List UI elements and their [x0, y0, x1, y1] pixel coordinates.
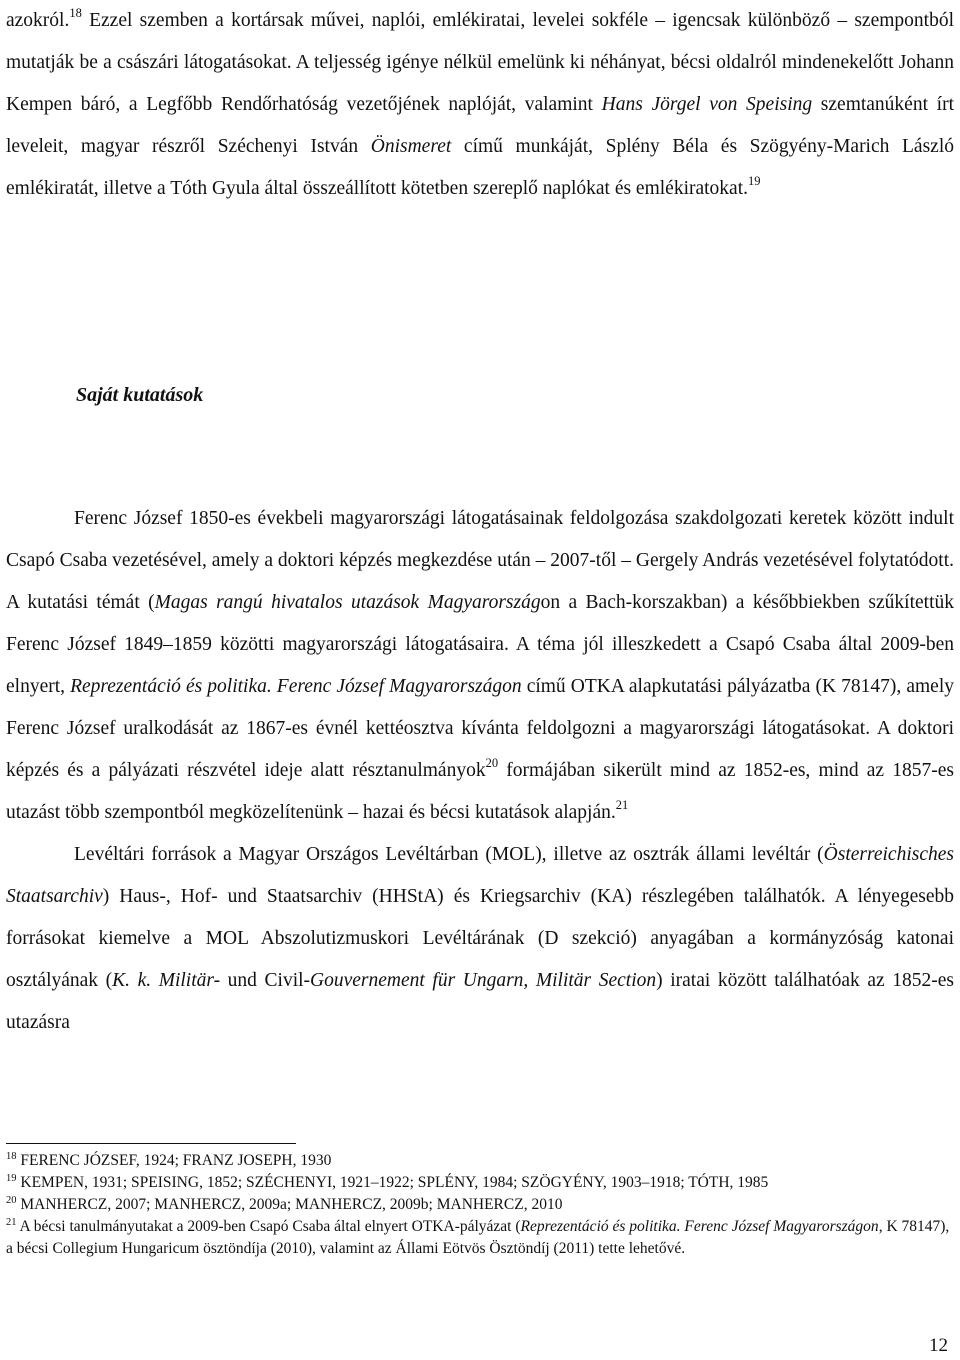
footnote-text: A bécsi tanulmányutakat a 2009-ben Csapó Csaba által elnyert OTKA-pályázat (: [16, 1218, 521, 1235]
italic-text: K. k. Militär-: [112, 970, 221, 991]
footnote-text: MANHERCZ, 2007; MANHERCZ, 2009a; MANHERCZ, 2009b; MANHERCZ, 2010: [16, 1196, 563, 1213]
text: on a Bach-korszakban) a későbbiekben szűkítettük Ferenc József 1849–1859 közötti magyarországi látogatásaira. A téma jól illeszkedett a Csapó Csaba által 2009-ben elnyert,: [6, 592, 955, 697]
paragraph-archival-sources: [6, 834, 954, 1044]
text: ) iratai között találhatóak az 1852-es utazásra: [6, 970, 954, 1033]
italic-text: Österreichisches Staatsarchiv: [6, 844, 954, 907]
footnote-number: 18: [6, 1151, 17, 1162]
footnote-21: [6, 1216, 954, 1260]
text: und Civil-: [220, 970, 311, 991]
footnote-ref-20[interactable]: 20: [485, 756, 499, 770]
footnote-text: FERENC JÓZSEF, 1924; FRANZ JOSEPH, 1930: [16, 1152, 332, 1169]
footnote-text: , K 78147), a bécsi Collegium Hungaricum ösztöndíja (2010), valamint az Állami Eötvös Ösztöndíj (2011) tette lehetővé.: [6, 1218, 950, 1257]
footnote-separator: [6, 1143, 296, 1144]
section-heading: Saját kutatások: [76, 384, 204, 406]
italic-text: Magas rangú hivatalos utazások Magyarország: [154, 592, 541, 613]
text: Ezzel szemben a kortársak művei, naplói, emlékiratai, levelei sokféle – igencsak különböző – szempontból mutatják be a császári látogatásokat. A teljesség igénye nélkül emelünk ki néhányat, bécsi oldalról mindenekelőtt Johann Kempen báró, a Legfőbb Rendőrhatóság vezetőjének naplóját, valamint: [6, 10, 954, 115]
italic-text: Reprezentáció és politika. Ferenc József Magyarországon: [520, 1218, 879, 1235]
text: Ferenc József 1850-es évekbeli magyarországi látogatásainak feldolgozása szakdolgozati keretek között indult Csapó Csaba vezetésével, amely a doktori képzés megkezdése után – 2007-től – Gergely András vezetésével folytatódott. A kutatási témát (: [6, 508, 954, 613]
italic-text: Gouvernement für Ungarn, Militär Section: [310, 970, 657, 991]
footnote-number: 19: [6, 1173, 17, 1184]
text: azokról.: [6, 10, 70, 31]
text: című munkáját, Splény Béla és Szögyény-Marich László emlékiratát, illetve a Tóth Gyula által összeállított kötetben szereplő naplókat és emlékiratokat.: [6, 136, 954, 199]
text: ) Haus-, Hof- und Staatsarchiv (HHStA) és Kriegsarchiv (KA) részlegében találhatók. A lényegesebb forrásokat kiemelve a MOL Abszolutizmuskori Levéltárának (D szekció) anyagában a kormányzóság katonai osztályának (: [6, 886, 954, 991]
italic-text: Hans Jörgel von Speising: [601, 94, 813, 115]
text: formájában sikerült mind az 1852-es, mind az 1857-es utazást több szempontból megközelítenünk – hazai és bécsi kutatások alapján.: [6, 760, 955, 823]
section-body: [6, 498, 954, 1044]
page-number: 12: [929, 1335, 948, 1356]
footnote-20: [6, 1194, 954, 1216]
footnote-number: 20: [6, 1195, 17, 1206]
footnote-text: KEMPEN, 1931; SPEISING, 1852; SZÉCHENYI, 1921–1922; SPLÉNY, 1984; SZÖGYÉNY, 1903–1918; TÓTH, 1985: [16, 1174, 769, 1191]
paragraph-sources-contemporaries: [6, 0, 954, 210]
footnote-18: [6, 1150, 954, 1172]
footnote-ref-18[interactable]: 18: [69, 6, 82, 20]
paragraph-research-history: [6, 498, 954, 834]
text: című OTKA alapkutatási pályázatba (K 78147), amely Ferenc József uralkodását az 1867-es évnél kettéosztva kívánta feldolgozni a magyarországi látogatásokat. A doktori képzés és a pályázati részvétel ideje alatt résztanulmányok: [6, 676, 954, 781]
footnote-number: 21: [6, 1217, 17, 1228]
italic-text: Önismeret: [370, 136, 452, 157]
text: Levéltári források a Magyar Országos Levéltárban (MOL), illetve az osztrák állami levéltár (: [74, 844, 824, 865]
footnote-ref-21[interactable]: 21: [615, 798, 629, 812]
footnotes: [6, 1150, 954, 1260]
text: szemtanúként írt leveleit, magyar részről Széchenyi István: [6, 94, 954, 157]
footnote-19: [6, 1172, 954, 1194]
italic-text: Reprezentáció és politika. Ferenc József Magyarországon: [70, 676, 522, 697]
footnote-ref-19[interactable]: 19: [748, 174, 761, 188]
